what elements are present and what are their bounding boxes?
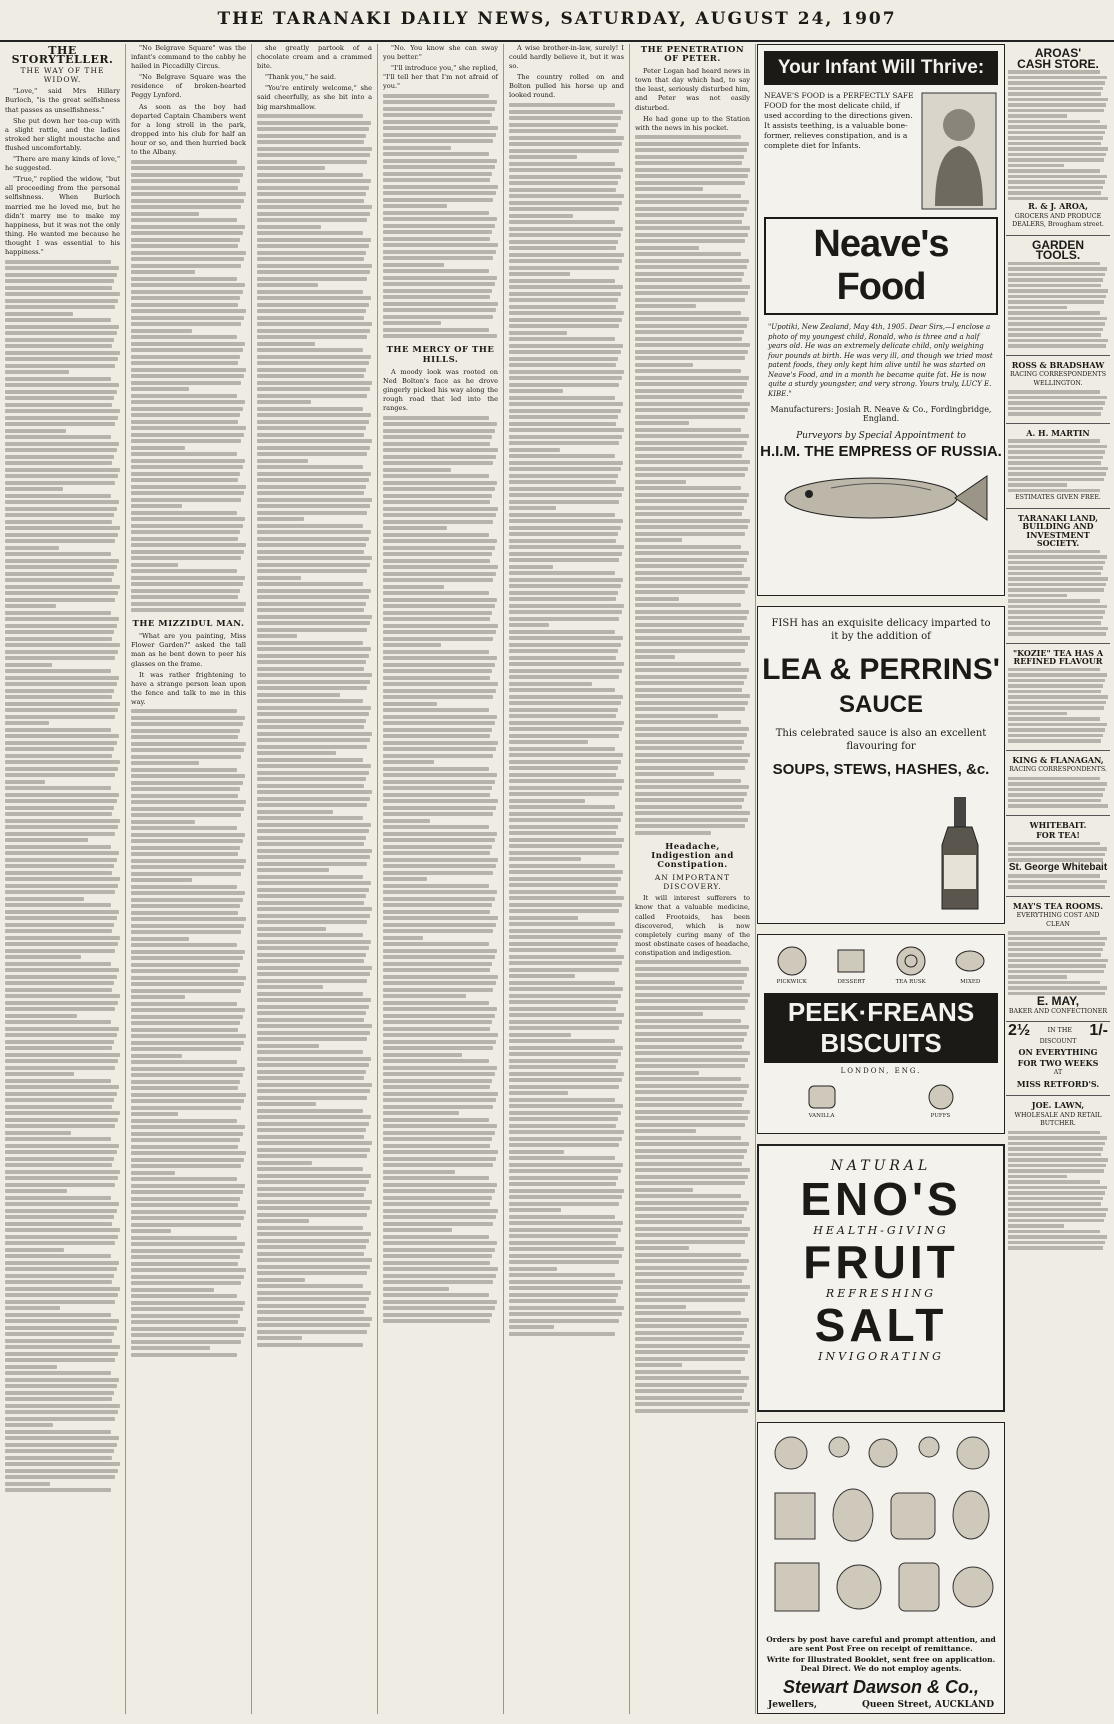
ad-body xyxy=(1006,550,1110,636)
ad-text: FISH has an exquisite delicacy imparted to it by the addition of xyxy=(771,618,991,642)
body-text xyxy=(131,709,246,1357)
peek-frean-ad xyxy=(757,934,1005,1134)
ad-maker: Manufacturers: Josiah R. Neave & Co., Fordingbridge, England. xyxy=(770,405,992,423)
ad-brand: Neave's Food xyxy=(813,223,949,308)
ad-text: This celebrated sauce is also an excellent flavouring for xyxy=(775,728,987,752)
ad-brand: Stewart Dawson & Co., xyxy=(782,1677,980,1697)
ad-text: REFRESHING xyxy=(825,1287,937,1300)
ad-text: Deal Direct. We do not employ agents. xyxy=(800,1664,962,1673)
body-text xyxy=(635,960,750,1413)
ad-text: Write for Illustrated Booklet, sent free on application. xyxy=(766,1655,996,1664)
ad-title: AROAS' xyxy=(1034,46,1082,60)
paragraph: He had gone up to the Station with the news in his pocket. xyxy=(635,114,750,132)
ad-title: FOR TEA! xyxy=(1036,830,1080,840)
enos-fruit-salt-ad xyxy=(757,1144,1005,1412)
paragraph: A wise brother-in-law, surely! I could hardly believe it, but it was so. xyxy=(509,44,624,71)
ad-body xyxy=(1006,439,1110,492)
martin-ad xyxy=(1006,424,1110,509)
ad-royal: H.I.M. THE EMPRESS OF RUSSIA. xyxy=(760,443,1002,460)
biscuit-icon xyxy=(806,1083,838,1119)
story-title: THE MERCY OF THE HILLS. xyxy=(386,345,495,365)
paragraph: "I'll introduce you," she replied, "I'll tell her that I'm not afraid of you." xyxy=(383,64,498,91)
column-three xyxy=(252,44,378,1714)
biscuit-icon xyxy=(835,945,867,985)
ad-body xyxy=(1006,1131,1110,1250)
ad-sub: RACING CORRESPONDENTS xyxy=(1009,371,1107,378)
ad-text: NATURAL xyxy=(830,1158,932,1174)
ad-trade: BAKER AND CONFECTIONER xyxy=(1008,1007,1108,1015)
biscuit-label: VANILLA xyxy=(808,1113,835,1119)
biscuit-label: PUFFS xyxy=(930,1113,951,1119)
sauce-bottle-icon xyxy=(930,793,990,913)
aroas-ad xyxy=(1006,44,1110,236)
ad-name: R. & J. AROA, xyxy=(1028,201,1088,211)
paragraph: The country rolled on and Bolton pulled his horse up and looked round. xyxy=(509,73,624,100)
ad-text: Queen Street, AUCKLAND xyxy=(862,1700,994,1710)
paragraph: Peter Logan had heard news in town that day which had, to say the least, seriously disturbed him, and Peter was not easily disturbed. xyxy=(635,67,750,112)
body-text xyxy=(5,260,120,1493)
story-title: THE PENETRATION OF PETER. xyxy=(640,45,745,65)
column-five xyxy=(504,44,630,1714)
paragraph: It was rather frightening to have a strange person lean upon the fence and talk to me in this way. xyxy=(131,670,246,706)
paragraph: she greatly partook of a chocolate cream and a crammed bite. xyxy=(257,44,372,71)
biscuit-icon xyxy=(895,945,927,985)
section-heading: Headache, Indigestion and Constipation. xyxy=(651,841,734,871)
ad-sub: WHOLESALE AND RETAIL BUTCHER. xyxy=(1014,1111,1102,1127)
whitebait-ad xyxy=(1006,816,1110,897)
ad-title: CASH STORE. xyxy=(1017,56,1099,71)
ad-text: INVIGORATING xyxy=(818,1350,944,1363)
ad-brand: ENO'S xyxy=(800,1173,962,1225)
king-flanagan-ad xyxy=(1006,751,1110,816)
ad-place: WELLINGTON. xyxy=(1033,379,1083,387)
biscuit-icon xyxy=(954,945,986,985)
newspaper-title: THE TARANAKI DAILY NEWS, SATURDAY, AUGUST 24, 1907 xyxy=(217,9,897,29)
paragraph: "True," replied the widow, "but all proceeding from the personal selfishness. When Burloch married me he loved me, but he didn't marry me to make my happiness, but it was not the only thing. He wanted me because he thought I was essential to his happiness." xyxy=(5,175,120,256)
ad-text: FOR TWO WEEKS xyxy=(1017,1057,1099,1068)
ad-note: ESTIMATES GIVEN FREE. xyxy=(1015,494,1101,501)
ad-testimonial: "Upotiki, New Zealand, May 4th, 1905. Dear Sirs,—I enclose a photo of my youngest child, Ronald, who is three and a half years old. He was an extremely delicate child, only weighing four pounds at birth. He was very ill, and though we tried most patent foods, they only kept him alive until he was started on Neave's Food, and in a month he became quite fat. He is now quite a sturdy youngster, and very strong. Yours truly, LUCY E. KIBE." xyxy=(768,323,993,398)
small-ads-column xyxy=(1006,44,1110,1714)
column-storyteller xyxy=(0,44,126,1714)
ad-name: E. MAY, xyxy=(1036,994,1080,1008)
paragraph: It will interest sufferers to know that a valuable medicine, called Frootoids, has been discovered, which is now completely curing many of the most obstinate cases of headache, constipation and indigestion. xyxy=(635,894,750,957)
may-tea-rooms-ad xyxy=(1006,897,1110,1023)
fish-icon xyxy=(771,466,991,530)
ad-appointment: Purveyors by Special Appointment to xyxy=(796,431,966,441)
ad-text: HEALTH-GIVING xyxy=(813,1224,949,1237)
ad-body xyxy=(1006,777,1110,808)
paragraph: "No Belgrave Square" was the infant's command to the cabby he hailed in Piccadilly Circus. xyxy=(131,44,246,71)
ad-body xyxy=(1006,70,1110,200)
ad-body xyxy=(1006,668,1110,743)
ad-text: SOUPS, STEWS, HASHES, &c. xyxy=(772,761,990,778)
garden-tools-ad xyxy=(1006,236,1110,356)
ad-body: NEAVE'S FOOD is a PERFECTLY SAFE FOOD for the most delicate child, if used according to the directions given. It assists teething, is a valuable bone-former, relieves constipation, and is a complete diet for Infants. xyxy=(764,91,914,150)
ad-text: ON EVERYTHING xyxy=(1018,1047,1098,1057)
ad-brand: PEEK·FREANS BISCUITS xyxy=(764,993,998,1063)
story-title: THE MIZZIDUL MAN. xyxy=(132,619,245,630)
biscuit-icon xyxy=(925,1083,957,1119)
ad-brand: SALT xyxy=(814,1299,948,1351)
ad-brand: LEA & PERRINS' xyxy=(762,653,1000,686)
ad-text: AT xyxy=(1053,1069,1063,1076)
stewart-dawson-ad xyxy=(757,1422,1005,1714)
ad-body xyxy=(1006,262,1110,348)
ad-text: IN THE xyxy=(1047,1027,1072,1034)
paragraph: "No. You know she can sway you better." xyxy=(383,44,498,62)
column-two xyxy=(126,44,252,1714)
ad-body xyxy=(1006,931,1110,995)
ad-body xyxy=(1006,842,1110,862)
kozie-tea-ad xyxy=(1006,644,1110,751)
ad-title: GARDEN xyxy=(1031,237,1084,252)
section-heading: THE STORYTELLER. xyxy=(11,44,114,67)
ad-title: WHITEBAIT. xyxy=(1029,819,1087,830)
column-six xyxy=(630,44,756,1714)
column-four xyxy=(378,44,504,1714)
ad-city: LONDON, ENG. xyxy=(840,1067,922,1075)
paragraph: "There are many kinds of love," he suggested. xyxy=(5,155,120,173)
ad-sub: RACING CORRESPONDENTS. xyxy=(1009,766,1107,773)
ad-body xyxy=(1006,874,1110,889)
ad-brand: FRUIT xyxy=(803,1236,959,1288)
section-subheading: AN IMPORTANT DISCOVERY. xyxy=(654,873,731,892)
lea-perrins-ad xyxy=(757,606,1005,924)
jewellery-catalogue-icon xyxy=(761,1423,1001,1629)
neaves-food-ad xyxy=(757,44,1005,596)
body-text xyxy=(257,114,372,1347)
taranaki-society-ad xyxy=(1006,509,1110,644)
story-title: THE WAY OF THE WIDOW. xyxy=(20,66,105,85)
paragraph: A moody look was rooted on Ned Bolton's face as he drove gingerly picked his way along the rough road that led into the ranges. xyxy=(383,367,498,413)
paragraph: She put down her tea-cup with a slight rattle, and the ladies stroked her slight moustache and flushed uncomfortably. xyxy=(5,116,120,152)
body-text xyxy=(383,416,498,1324)
ad-title: KING & FLANAGAN, xyxy=(1012,754,1104,765)
retford-discount-ad xyxy=(1006,1022,1110,1096)
ross-bradshaw-ad xyxy=(1006,356,1110,424)
ad-title: JOE. LAWN, xyxy=(1031,1100,1085,1110)
biscuit-label: TEA RUSK xyxy=(895,979,926,985)
body-text xyxy=(635,135,750,835)
ad-brand-sub: SAUCE xyxy=(838,691,923,718)
ad-sub: EVERYTHING COST AND CLEAN xyxy=(1016,912,1100,928)
paragraph: "Thank you," he said. xyxy=(265,73,337,82)
ad-title: TOOLS. xyxy=(1035,248,1081,262)
ad-title: A. H. MARTIN xyxy=(1026,427,1090,438)
paragraph: "What are you painting, Miss Flower Garden?" asked the tall man as he bent down to peer his glasses on the frame. xyxy=(131,632,246,668)
body-text xyxy=(509,103,624,1336)
ad-name: St. George Whitebait xyxy=(1008,861,1108,873)
biscuit-icon xyxy=(776,945,808,985)
ad-title: TARANAKI LAND, BUILDING AND INVESTMENT SOCIETY. xyxy=(1017,512,1099,548)
baby-photo-icon xyxy=(920,91,998,211)
ad-text: Jewellers, xyxy=(768,1700,817,1710)
ad-text: DISCOUNT xyxy=(1039,1037,1077,1045)
body-text xyxy=(383,94,498,339)
paragraph: "Love," said Mrs Hillary Burloch, "is the great selfishness that passes as unselfishness." xyxy=(5,87,120,114)
body-text xyxy=(131,160,246,613)
ad-trade: GROCERS AND PRODUCE DEALERS, Brougham street. xyxy=(1012,212,1104,228)
biscuit-label: MIXED xyxy=(960,979,981,985)
ad-text: Orders by post have careful and prompt attention, and are sent Post Free on receipt of remittance. xyxy=(766,1635,996,1653)
ad-discount: 2½ xyxy=(1008,1022,1031,1039)
paragraph: "No Belgrave Square was the residence of broken-hearted Peggy Lynford. xyxy=(131,73,246,100)
biscuit-label: DESSERT xyxy=(837,979,866,985)
ad-text: MISS RETFORD'S. xyxy=(1016,1078,1100,1089)
ad-title: MAY'S TEA ROOMS. xyxy=(1012,900,1104,911)
paragraph: As soon as the boy had departed Captain Chambers went for a long stroll in the park, dropped into his club for half an hour or so, and then hurried back to the Albany. xyxy=(131,102,246,157)
joe-lawn-ad xyxy=(1006,1096,1110,1257)
masthead xyxy=(0,0,1114,42)
ad-discount: 1/- xyxy=(1089,1022,1108,1039)
ad-headline: Your Infant Will Thrive: xyxy=(764,51,998,85)
ad-title: ROSS & BRADSHAW xyxy=(1011,359,1105,370)
paragraph: "You're entirely welcome," she said cheerfully, as she bit into a big marshmallow. xyxy=(257,84,372,111)
ad-body xyxy=(1006,390,1110,416)
ad-title: "KOZIE" TEA HAS A REFINED FLAVOUR xyxy=(1012,647,1104,666)
biscuit-label: PICKWICK xyxy=(776,979,807,985)
